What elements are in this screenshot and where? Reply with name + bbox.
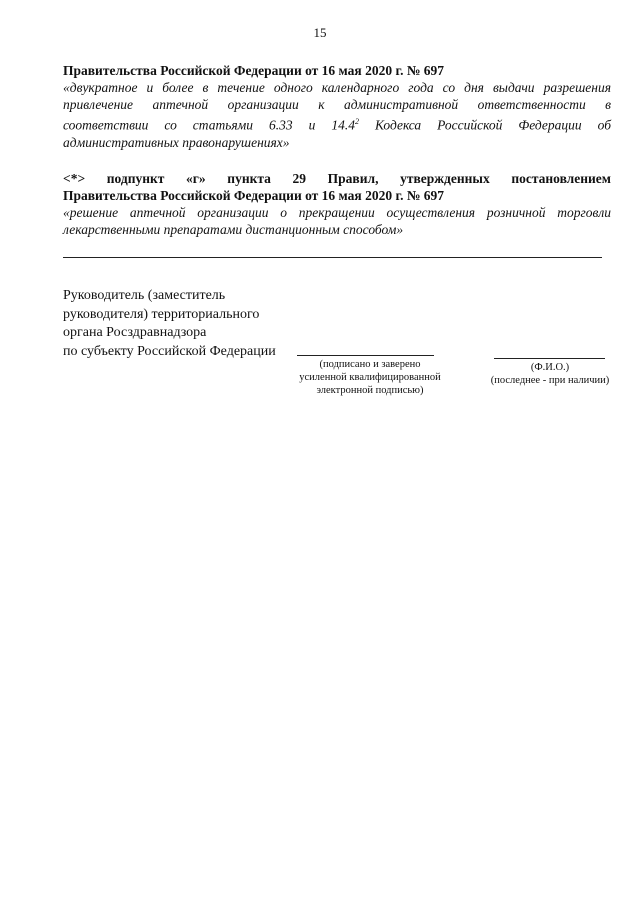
section-heading: Правительства Российской Федерации от 16 мая 2020 г. № 697: [63, 63, 445, 78]
quote-line: [63, 113, 611, 134]
quote-text: [63, 79, 611, 151]
caption-line: (последнее - при наличии): [490, 375, 610, 386]
section-heading: <*> подпункт «г» пункта 29 Правил, утвержденных постановлением: [63, 171, 611, 186]
section-violation-1: [63, 62, 611, 151]
signer-line: Руководитель (заместитель: [63, 288, 226, 303]
quote-line: лекарственными препаратами дистанционным способом»: [63, 222, 404, 237]
quote-text: [63, 204, 611, 238]
quote-line: «решение аптечной организации о прекращении осуществления розничной торговли: [63, 205, 611, 220]
section-heading: Правительства Российской Федерации от 16 мая 2020 г. № 697: [63, 188, 445, 203]
signer-line: органа Росздравнадзора: [63, 325, 207, 340]
quote-line-text: соответствии со статьями 6.33 и 14.4: [63, 117, 355, 133]
signer-line: по субъекту Российской Федерации: [63, 343, 276, 359]
signer-line: руководителя) территориального: [63, 306, 260, 322]
name-line: [494, 358, 605, 359]
name-caption: [478, 361, 622, 387]
caption-line: усиленной квалифицированной: [299, 372, 441, 383]
quote-line: привлечение аптечной организации к административной ответственности в: [63, 97, 611, 112]
divider-line: [63, 257, 602, 258]
page-number: 15: [313, 25, 327, 40]
caption-line: (Ф.И.О.): [530, 362, 570, 373]
quote-line: «двукратное и более в течение одного календарного года со дня выдачи разрешения: [63, 80, 611, 95]
superscript: 2: [354, 117, 359, 126]
caption-line: (подписано и заверено: [319, 359, 421, 370]
signature-caption: [278, 358, 462, 397]
caption-line: электронной подписью): [316, 385, 424, 396]
signature-line: [297, 355, 434, 356]
signer-title: [63, 287, 276, 361]
quote-line-tail: Кодекса Российской Федерации об: [358, 117, 611, 133]
quote-line: административных правонарушениях»: [63, 134, 290, 150]
section-violation-2: [63, 170, 611, 238]
